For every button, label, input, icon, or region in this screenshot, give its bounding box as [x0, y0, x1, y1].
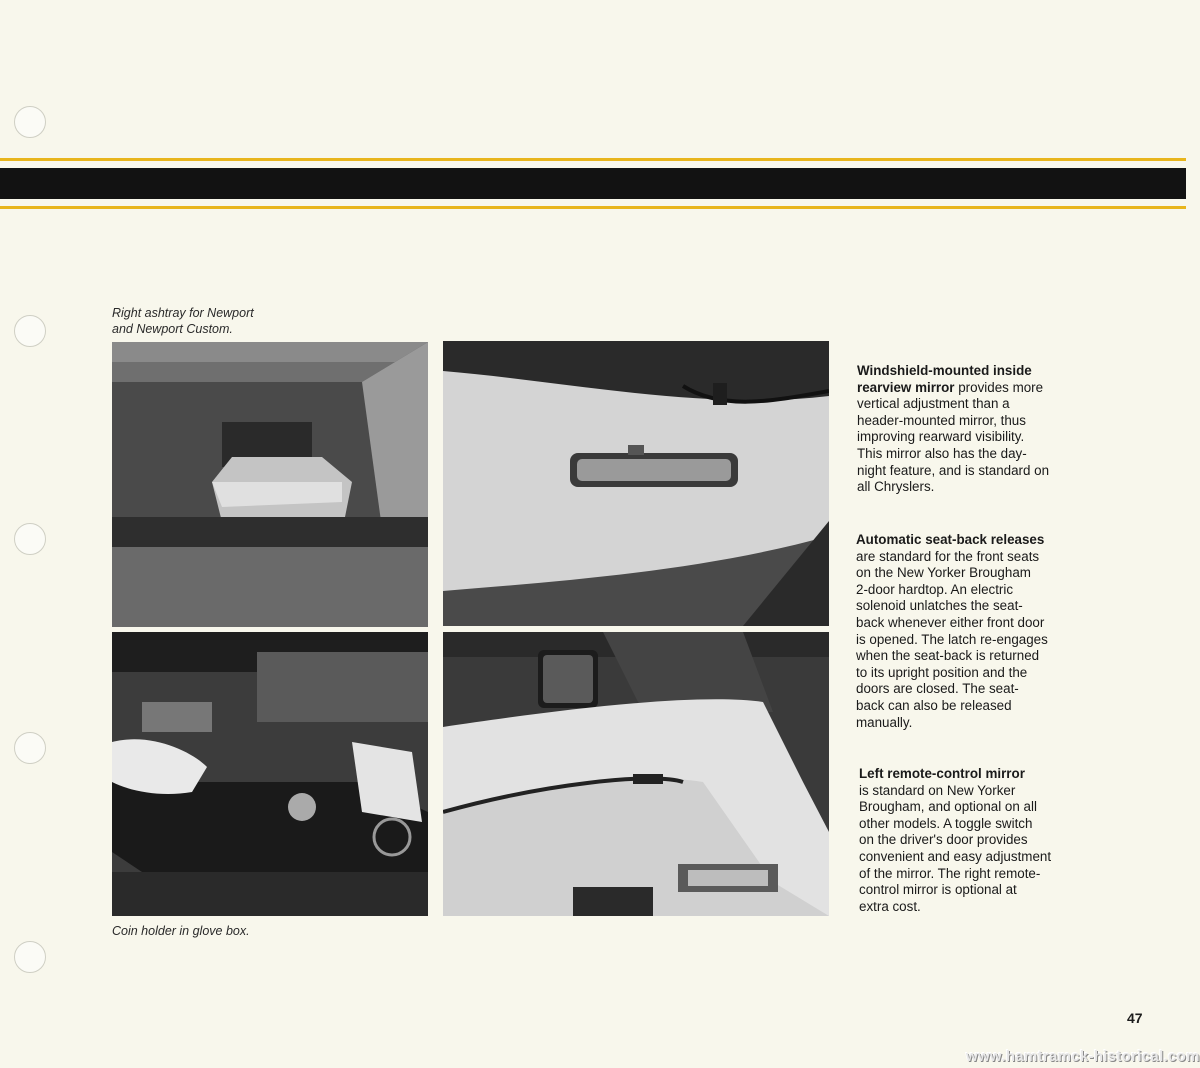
photo-remote-control-mirror	[443, 632, 829, 916]
binder-hole	[14, 523, 46, 555]
section-heading: Windshield-mounted inside	[857, 363, 1032, 378]
binder-hole	[14, 106, 46, 138]
binder-hole	[14, 315, 46, 347]
header-gold-line-bottom	[0, 206, 1186, 209]
binder-hole	[14, 732, 46, 764]
section-remote-control-mirror: Left remote-control mirror is standard on New Yorker Brougham, and optional on all other models. A toggle switch on the driver's door provides convenient and easy adjustment of the mirror. The right remote- control mirror is optional at extra cost.	[859, 766, 1109, 915]
header-black-band	[0, 168, 1186, 199]
photo-rearview-mirror	[443, 341, 829, 626]
section-rearview-mirror: Windshield-mounted inside rearview mirror provides more vertical adjustment than a header-mounted mirror, thus improving rearward visibility. This mirror also has the day- night feature, and is standard on all Chryslers.	[857, 363, 1107, 496]
section-heading: Automatic seat-back releases	[856, 532, 1045, 547]
page-number: 47	[1127, 1010, 1143, 1026]
section-heading: rearview mirror	[857, 379, 955, 395]
photo-right-ashtray	[112, 342, 428, 627]
photo-coin-holder	[112, 632, 428, 916]
header-gold-line-top	[0, 158, 1186, 161]
watermark: www.hamtramck-historical.com	[966, 1048, 1200, 1065]
section-seat-back-releases: Automatic seat-back releases are standard for the front seats on the New Yorker Brougham 2-door hardtop. An electric solenoid unlatches the seat- back whenever either front door is opened. The latch re-engages when the seat-back is returned to its upright position and the doors are closed. The seat- back can also be released manually.	[856, 532, 1106, 731]
binder-hole	[14, 941, 46, 973]
caption-coin-holder: Coin holder in glove box.	[112, 924, 250, 938]
section-heading: Left remote-control mirror	[859, 766, 1025, 781]
caption-ashtray: Right ashtray for Newport and Newport Custom.	[112, 306, 254, 336]
